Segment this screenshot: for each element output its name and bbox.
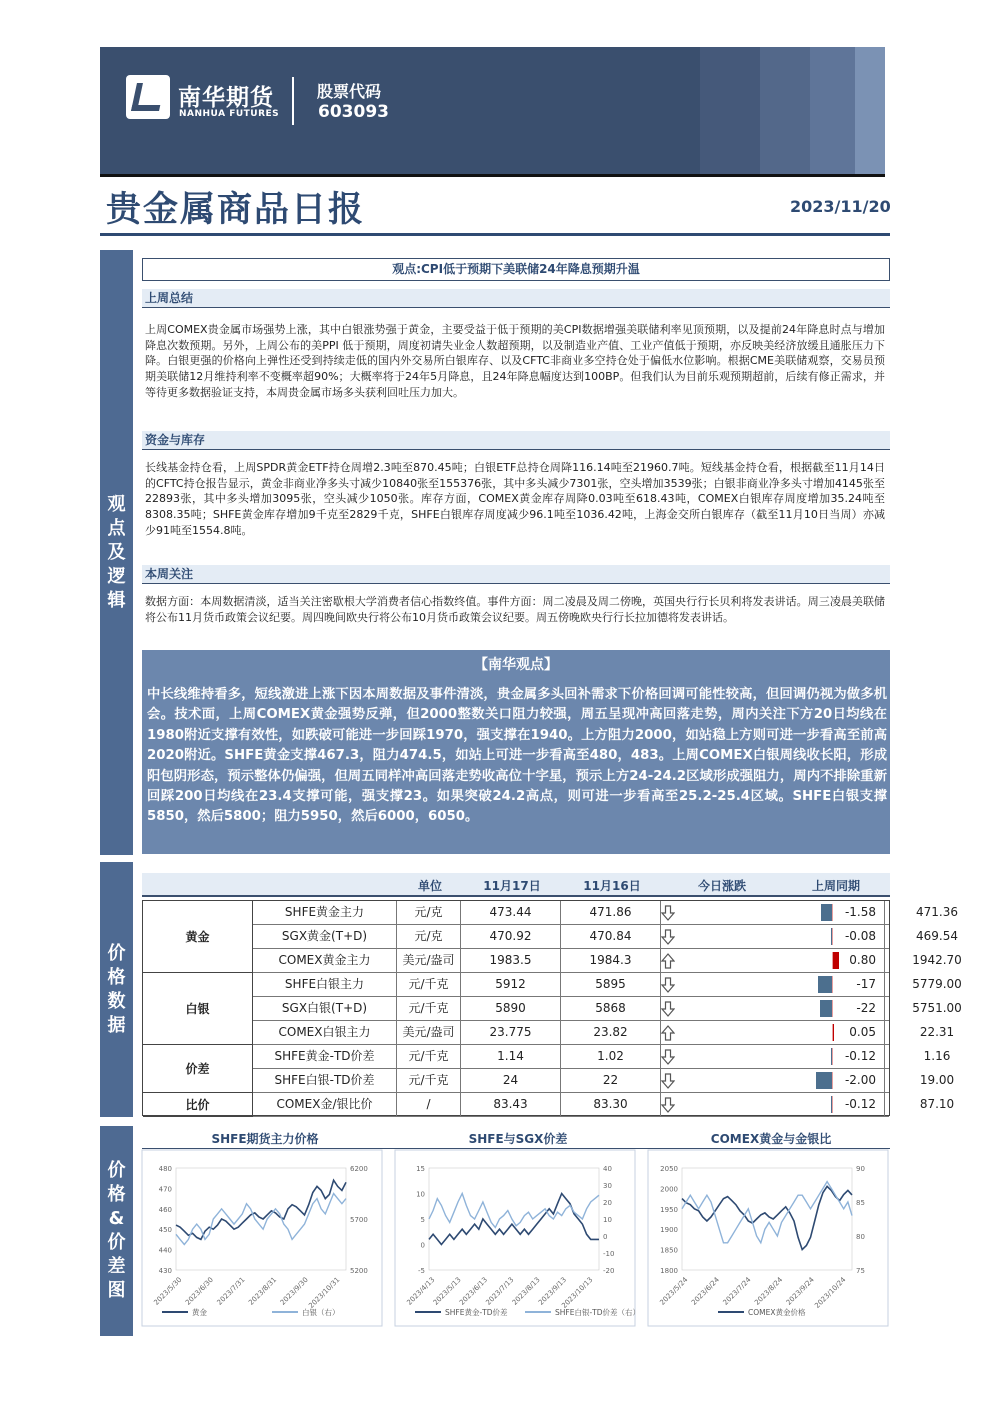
row-unit: 美元/盎司 <box>397 949 461 972</box>
viewpoint-title: 观点:CPI低于预期下美联储24年降息预期升温 <box>142 258 890 281</box>
col-header-date0: 11月16日 <box>583 879 641 893</box>
row-value-date1: 5890 <box>461 997 561 1020</box>
row-unit: 元/千克 <box>397 973 461 996</box>
row-unit: / <box>397 1093 461 1116</box>
row-value-date1: 1.14 <box>461 1045 561 1068</box>
y-left-tick-label: 450 <box>158 1226 172 1235</box>
side-label-view: 观点及逻辑 <box>100 250 133 855</box>
y-left-tick-label: 1850 <box>660 1246 678 1255</box>
row-value-date0: 1.02 <box>561 1045 661 1068</box>
row-name: COMEX金/银比价 <box>253 1093 397 1116</box>
side-label-price: 价格数据 <box>100 862 133 1117</box>
y-left-tick-label: 10 <box>416 1190 425 1199</box>
row-value-date1: 83.43 <box>461 1093 561 1116</box>
table-group-label: 白银 <box>143 973 253 1045</box>
row-change: -22 <box>793 997 885 1020</box>
x-tick-label: 2023/5/24 <box>658 1275 690 1307</box>
row-value-date1: 5912 <box>461 973 561 996</box>
row-change: 0.80 <box>793 949 885 972</box>
y-right-tick-label: 40 <box>603 1165 612 1173</box>
row-value-date1: 473.44 <box>461 901 561 924</box>
report-title: 贵金属商品日报 <box>106 190 366 230</box>
row-change: -17 <box>793 973 885 996</box>
stock-code-label: 股票代码 <box>317 82 382 101</box>
y-right-tick-label: -10 <box>603 1250 615 1258</box>
y-right-tick-label: 5200 <box>350 1267 368 1275</box>
y-left-tick-label: 1800 <box>660 1267 678 1275</box>
y-left-tick-label: 5 <box>420 1216 425 1224</box>
section-text-funds: 长线基金持仓看，上周SPDR黄金ETF持仓周增2.3吨至870.45吨；白银ETF总持仓周降116.14吨至21960.7吨。短线基金持仓看，根据截至11月14日的CFTC持仓报告显示，黄金非商业净多头寸减少10840张至155376张，其中多头减少7301张，空头增加3539张；白银非商业净多头寸增加4145张至22893张，其中多头增加3095张，空头减少1050张。库存方面，COMEX黄金库存周降0.03吨至618.43吨，COMEX白银库存周度增加35.24吨至8308.35吨；SHFE黄金库存增加9千克至2829千克，SHFE白银库存周度减少96.1吨至1036.42吨，上海金交所白银库存（截至11月10日当周）亦减少91吨至1554.8吨。 <box>145 461 885 537</box>
x-tick-label: 2023/5/30 <box>152 1275 184 1307</box>
section-text-focus: 数据方面：本周数据清淡，适当关注密歇根大学消费者信心指数终值。事件方面：周二凌晨及周二傍晚，英国央行行长贝利将发表讲话。周三凌晨美联储将公布11月货币政策会议纪要。周四晚间欧央行将公布10月货币政策会议纪要。周五傍晚欧央行行长拉加德将发表讲话。 <box>145 595 885 624</box>
y-left-tick-label: 440 <box>158 1246 172 1255</box>
row-unit: 元/千克 <box>397 1045 461 1068</box>
x-tick-label: 2023/5/13 <box>431 1275 463 1307</box>
row-change: -0.08 <box>793 925 885 948</box>
chart-title-spread: SHFE与SGX价差 <box>468 1132 568 1146</box>
row-value-date0: 23.82 <box>561 1021 661 1044</box>
y-left-tick-label: 2000 <box>660 1185 678 1194</box>
row-prev-week: 5751.00 <box>912 1001 962 1015</box>
row-name: COMEX白银主力 <box>253 1021 397 1044</box>
y-right-tick-label: 0 <box>603 1233 608 1241</box>
x-tick-label: 2023/7/13 <box>484 1275 516 1307</box>
section-heading-funds: 资金与库存 <box>142 431 890 450</box>
row-value-date0: 1984.3 <box>561 949 661 972</box>
legend-label: SHFE黄金-TD价差 <box>445 1308 508 1317</box>
row-unit: 美元/盎司 <box>397 1021 461 1044</box>
y-left-tick-label: 1900 <box>660 1226 678 1235</box>
x-tick-label: 2023/8/13 <box>510 1275 542 1307</box>
x-tick-label: 2023/10/24 <box>813 1275 848 1310</box>
row-value-date0: 470.84 <box>561 925 661 948</box>
row-prev-week: 87.10 <box>919 1097 955 1111</box>
nanhua-view-heading: 【南华观点】 <box>474 657 558 673</box>
table-group-label: 黄金 <box>143 901 253 973</box>
row-value-date0: 83.30 <box>561 1093 661 1116</box>
y-right-tick-label: 30 <box>603 1182 612 1190</box>
x-tick-label: 2023/10/31 <box>307 1275 342 1310</box>
x-tick-label: 2023/8/31 <box>247 1275 279 1307</box>
col-header-date1: 11月17日 <box>483 879 541 893</box>
y-right-tick-label: 85 <box>856 1199 865 1207</box>
row-value-date0: 5895 <box>561 973 661 996</box>
x-tick-label: 2023/9/13 <box>537 1275 569 1307</box>
row-value-date0: 5868 <box>561 997 661 1020</box>
legend-label: 白银（右） <box>302 1308 340 1317</box>
y-right-tick-label: 80 <box>856 1233 865 1241</box>
row-unit: 元/克 <box>397 901 461 924</box>
x-tick-label: 2023/7/24 <box>721 1275 753 1307</box>
row-prev-week: 471.36 <box>916 905 958 919</box>
y-left-tick-label: 1950 <box>660 1205 678 1214</box>
row-name: SGX白银(T+D) <box>253 997 397 1020</box>
col-header-unit: 单位 <box>417 879 442 893</box>
row-name: SGX黄金(T+D) <box>253 925 397 948</box>
nanhua-view-text: 中长线维持看多，短线激进上涨下因本周数据及事件清淡，贵金属多头回补需求下价格回调可能性较高，但回调仍视为做多机会。技术面，上周COMEX黄金强势反弹，但2000整数关口阻力较强，周五呈现冲高回落走势，周内关注下方20日均线在1980附近支撑有效性，如跌破可能进一步回踩1970，强支撑在1940。上方阻力2000，如站稳上方则可进一步看高至前高2020附近。SHFE黄金支撑467.3，阻力474.5，如站上可进一步看高至480，483。上周COMEX白银周线收长阳，形成阳包阴形态，预示整体仍偏强，但周五同样冲高回落走势收高位十字星，预示上方24-24.2区域形成强阻力，周内不排除重新回踩200日均线在23.4支撑可能，强支撑23。如果突破24.2高点，则可进一步看高至25.2-25.4区域。SHFE白银支撑5850，然后5800；阻力5950，然后6000，6050。 <box>147 687 887 825</box>
legend-label: 黄金 <box>192 1308 207 1317</box>
row-value-date1: 24 <box>461 1069 561 1092</box>
y-left-tick-label: 2050 <box>660 1165 678 1173</box>
row-change: -0.12 <box>793 1045 885 1068</box>
row-prev-week: 1.16 <box>923 1049 951 1063</box>
x-tick-label: 2023/6/13 <box>458 1275 490 1307</box>
section-heading-weekly: 上周总结 <box>142 289 890 308</box>
row-unit: 元/千克 <box>397 997 461 1020</box>
x-tick-label: 2023/9/30 <box>278 1275 310 1307</box>
logo-text-cn: 南华期货 <box>178 85 274 111</box>
stock-code-value: 603093 <box>318 102 389 122</box>
row-name: SHFE白银主力 <box>253 973 397 996</box>
row-value-date1: 1983.5 <box>461 949 561 972</box>
row-prev-week: 22.31 <box>919 1025 955 1039</box>
y-left-tick-label: -5 <box>418 1267 425 1275</box>
y-right-tick-label: 75 <box>856 1267 865 1275</box>
row-name: COMEX黄金主力 <box>253 949 397 972</box>
logo-text-en: NANHUA FUTURES <box>179 109 280 119</box>
row-prev-week: 5779.00 <box>912 977 962 991</box>
col-header-prev-week: 上周同期 <box>811 879 860 893</box>
row-change: -2.00 <box>793 1069 885 1092</box>
section-heading-focus: 本周关注 <box>142 565 890 584</box>
section-text-weekly: 上周COMEX贵金属市场强势上涨，其中白银涨势强于黄金，主要受益于低于预期的美CPI数据增强美联储利率见顶预期，以及提前24年降息时点与增加降息次数预期。另外，上周公布的美PPI 低于预期，周度初请失业金人数超预期，以及制造业产值、工业产值低于预期，亦反映美经济放缓且通胀压力下降。白银更强的价格向上弹性还受到持续走低的国内外交易所白银库存、以及CFTC非商业多空持仓处于偏低水位影响。根据CME美联储观察，交易员预期美联储12月维持利率不变概率超90%；大概率将于24年5月降息，且24年降息幅度达到100BP。但我们认为目前乐观预期超前，后续有修正需求，并等待更多数据验证支持，本周贵金属市场多头获利回吐压力加大。 <box>145 323 885 399</box>
x-tick-label: 2023/10/13 <box>560 1275 595 1310</box>
legend-label: SHFE白银-TD价差（右） <box>555 1308 641 1317</box>
row-prev-week: 1942.70 <box>912 953 962 967</box>
col-header-change: 今日涨跌 <box>697 879 746 893</box>
y-right-tick-label: 90 <box>856 1165 865 1173</box>
row-change: -1.58 <box>793 901 885 924</box>
row-unit: 元/千克 <box>397 1069 461 1092</box>
y-left-tick-label: 480 <box>158 1165 172 1173</box>
row-name: SHFE黄金-TD价差 <box>253 1045 397 1068</box>
y-right-tick-label: 20 <box>603 1199 612 1207</box>
row-value-date0: 471.86 <box>561 901 661 924</box>
y-left-tick-label: 0 <box>420 1241 425 1250</box>
row-change: 0.05 <box>793 1021 885 1044</box>
y-left-tick-label: 15 <box>416 1165 425 1173</box>
chart-title-comex: COMEX黄金与金银比 <box>710 1132 832 1146</box>
y-left-tick-label: 470 <box>158 1185 172 1194</box>
x-tick-label: 2023/6/24 <box>689 1275 722 1307</box>
x-tick-label: 2023/4/13 <box>405 1275 437 1307</box>
y-left-tick-label: 460 <box>158 1205 172 1214</box>
y-right-tick-label: 5700 <box>350 1216 368 1224</box>
row-value-date1: 470.92 <box>461 925 561 948</box>
row-value-date0: 22 <box>561 1069 661 1092</box>
row-prev-week: 469.54 <box>916 929 958 943</box>
row-value-date1: 23.775 <box>461 1021 561 1044</box>
row-name: SHFE白银-TD价差 <box>253 1069 397 1092</box>
y-right-tick-label: 10 <box>603 1216 612 1224</box>
x-tick-label: 2023/7/31 <box>215 1275 247 1307</box>
y-left-tick-label: 430 <box>158 1267 172 1275</box>
row-prev-week: 19.00 <box>919 1073 955 1087</box>
row-name: SHFE黄金主力 <box>253 901 397 924</box>
y-right-tick-label: -20 <box>603 1267 615 1275</box>
x-tick-label: 2023/9/24 <box>784 1275 816 1307</box>
report-date: 2023/11/20 <box>790 197 891 216</box>
x-tick-label: 2023/6/30 <box>183 1275 216 1307</box>
side-label-chart: 价格&价差图 <box>100 1126 133 1336</box>
x-tick-label: 2023/8/24 <box>753 1275 785 1307</box>
row-change: -0.12 <box>793 1093 885 1116</box>
y-right-tick-label: 6200 <box>350 1165 368 1173</box>
table-group-label: 价差 <box>143 1045 253 1093</box>
chart-title-shfe: SHFE期货主力价格 <box>211 1132 319 1146</box>
legend-label: COMEX黄金价格 <box>748 1308 806 1317</box>
row-unit: 元/克 <box>397 925 461 948</box>
table-group-label: 比价 <box>143 1093 253 1117</box>
